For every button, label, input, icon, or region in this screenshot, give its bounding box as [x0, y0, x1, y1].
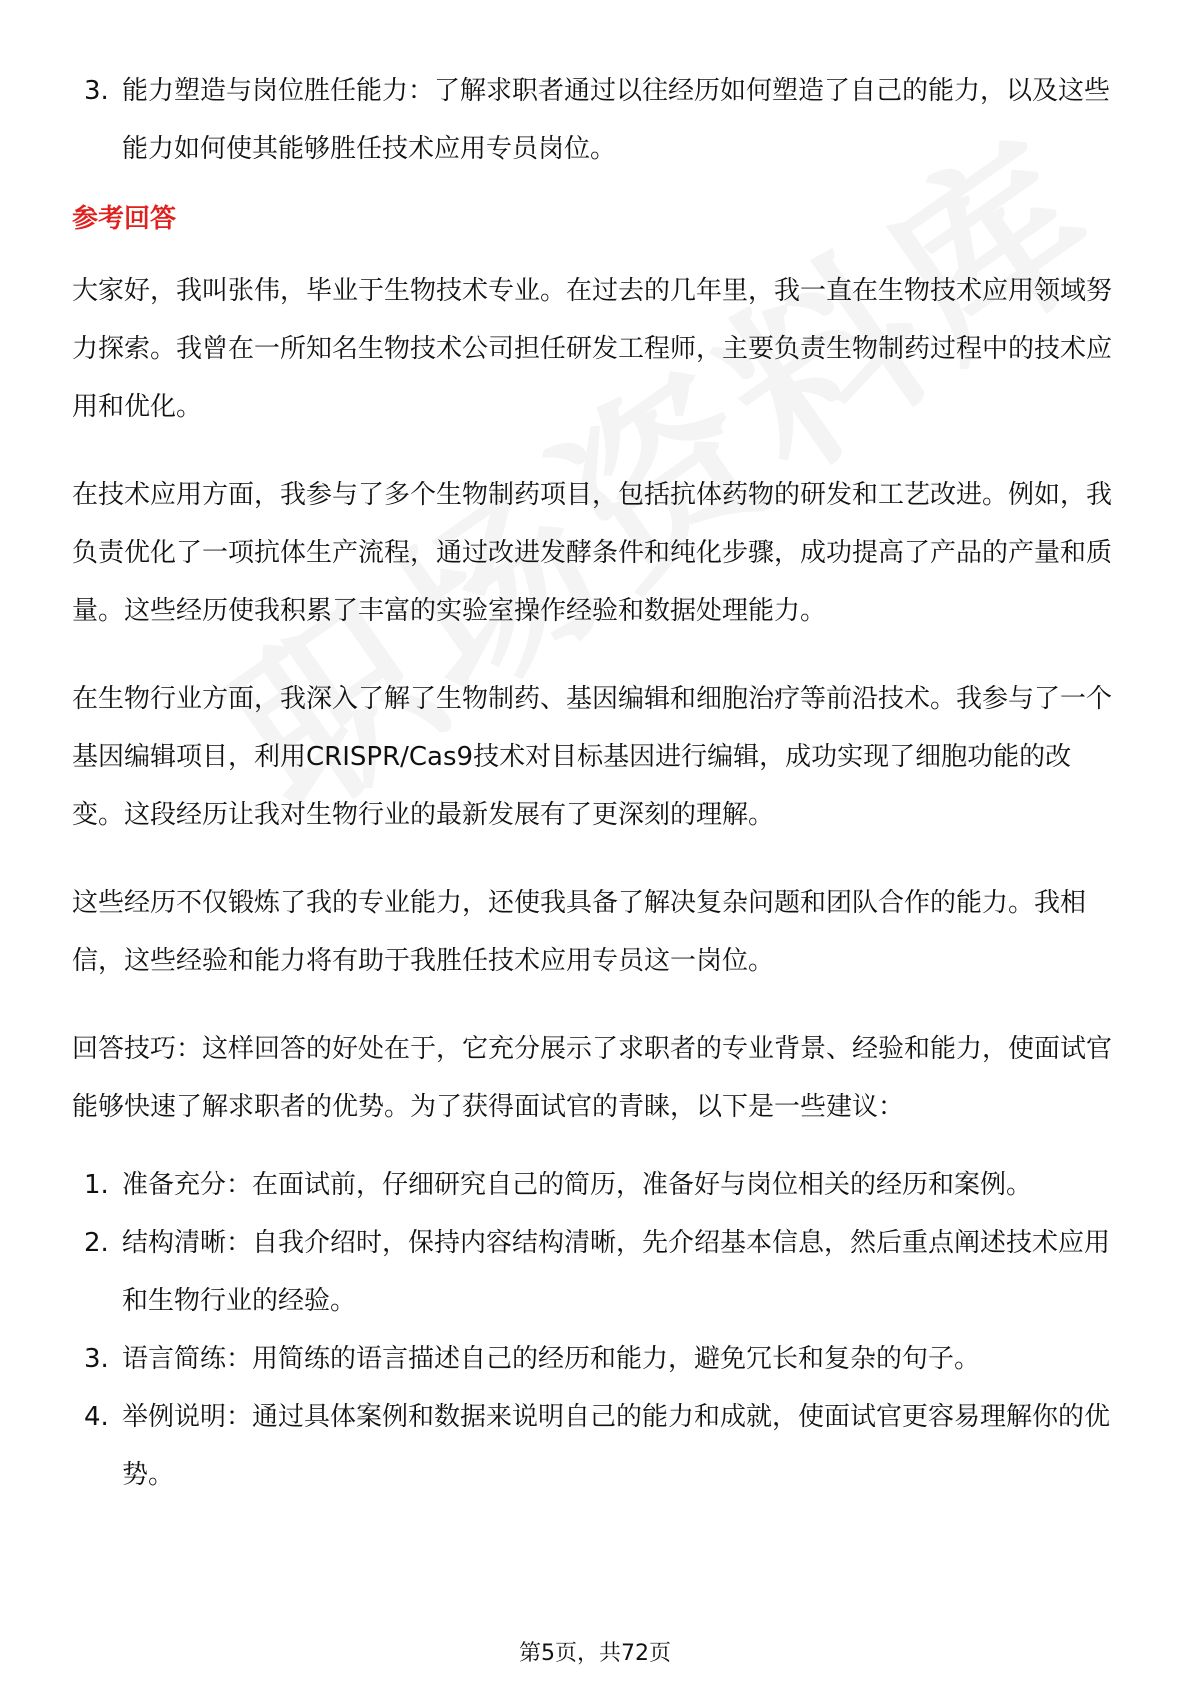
list-item	[72, 62, 1118, 178]
list-text: 准备充分：在面试前，仔细研究自己的简历，准备好与岗位相关的经历和案例。	[122, 1170, 1033, 1200]
page-footer: 第5页，共72页	[519, 1641, 671, 1666]
paragraph-industry: 在生物行业方面，我深入了解了生物制药、基因编辑和细胞治疗等前沿技术。我参与了一个基因编辑项目，利用CRISPR/Cas9技术对目标基因进行编辑，成功实现了细胞功能的改变。这段经历让我对生物行业的最新发展有了更深刻的理解。	[72, 684, 1113, 830]
list-item	[72, 1214, 1118, 1330]
list-text: 举例说明：通过具体案例和数据来说明自己的能力和成就，使面试官更容易理解你的优势。	[122, 1402, 1111, 1490]
list-item	[72, 1156, 1118, 1214]
answer-heading: 参考回答	[72, 204, 177, 234]
tips-list	[72, 1156, 1118, 1504]
paragraph-tips-intro: 回答技巧：这样回答的好处在于，它充分展示了求职者的专业背景、经验和能力，使面试官能够快速了解求职者的优势。为了获得面试官的青睐，以下是一些建议：	[72, 1034, 1113, 1122]
top-list	[72, 62, 1118, 178]
list-number: 3.	[84, 1344, 109, 1374]
list-number: 3.	[84, 76, 109, 106]
list-item	[72, 1330, 1118, 1388]
list-text: 结构清晰：自我介绍时，保持内容结构清晰，先介绍基本信息，然后重点阐述技术应用和生物行业的经验。	[122, 1228, 1111, 1316]
paragraph-tech: 在技术应用方面，我参与了多个生物制药项目，包括抗体药物的研发和工艺改进。例如，我负责优化了一项抗体生产流程，通过改进发酵条件和纯化步骤，成功提高了产品的产量和质量。这些经历使我积累了丰富的实验室操作经验和数据处理能力。	[72, 480, 1113, 626]
list-text: 语言简练：用简练的语言描述自己的经历和能力，避免冗长和复杂的句子。	[122, 1344, 981, 1374]
list-number: 1.	[84, 1170, 109, 1200]
list-number: 2.	[84, 1228, 109, 1258]
paragraph-intro: 大家好，我叫张伟，毕业于生物技术专业。在过去的几年里，我一直在生物技术应用领域努力探索。我曾在一所知名生物技术公司担任研发工程师，主要负责生物制药过程中的技术应用和优化。	[72, 276, 1113, 422]
list-number: 4.	[84, 1402, 109, 1432]
paragraph-summary: 这些经历不仅锻炼了我的专业能力，还使我具备了解决复杂问题和团队合作的能力。我相信，这些经验和能力将有助于我胜任技术应用专员这一岗位。	[72, 888, 1087, 976]
list-item	[72, 1388, 1118, 1504]
document-page	[72, 62, 1118, 1504]
list-text: 能力塑造与岗位胜任能力：了解求职者通过以往经历如何塑造了自己的能力，以及这些能力如何使其能够胜任技术应用专员岗位。	[122, 76, 1111, 164]
